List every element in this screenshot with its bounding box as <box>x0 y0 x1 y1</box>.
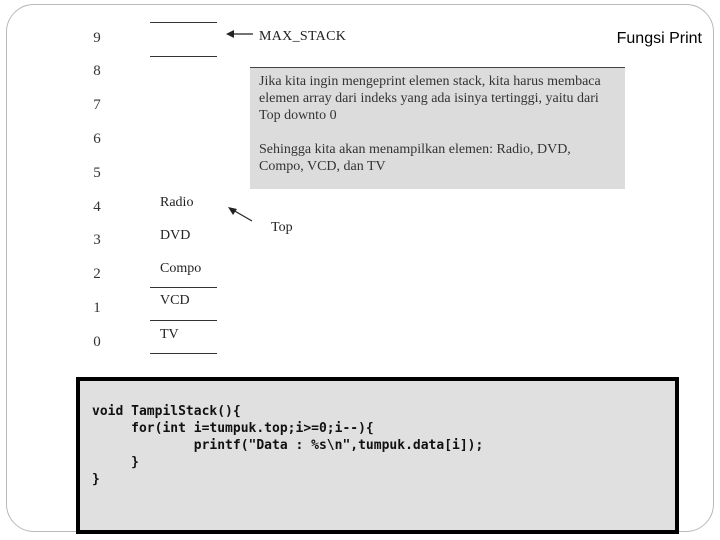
code-line: } <box>92 472 100 487</box>
slide-title: Fungsi Print <box>616 30 702 47</box>
code-line: void TampilStack(){ <box>92 404 241 419</box>
stack-index: 5 <box>93 165 101 181</box>
stack-index: 2 <box>93 266 101 282</box>
stack-element: DVD <box>160 228 191 243</box>
code-block <box>76 377 679 534</box>
max-stack-arrow-icon <box>226 28 254 40</box>
info-paragraph: Jika kita ingin mengeprint elemen stack, kita harus membaca elemen array dari indeks yang ada isinya tertinggi, yaitu dari Top downto 0 <box>259 74 601 123</box>
stack-index: 6 <box>93 131 101 147</box>
code-line: printf("Data : %s\n",tumpuk.data[i]); <box>92 438 484 453</box>
stack-cell-line <box>150 22 217 23</box>
code-line: } <box>92 455 139 470</box>
info-paragraph: Sehingga kita akan menampilkan elemen: Radio, DVD, Compo, VCD, dan TV <box>259 142 571 174</box>
stack-cell-line <box>150 320 217 321</box>
stack-index: 1 <box>93 300 101 316</box>
stack-index: 0 <box>93 334 101 350</box>
stack-cell-line <box>150 56 217 57</box>
stack-element: Compo <box>160 261 202 276</box>
stack-index: 3 <box>93 232 101 248</box>
max-stack-label: MAX_STACK <box>259 29 347 44</box>
stack-element: TV <box>160 327 179 342</box>
stack-cell-line <box>150 287 217 288</box>
code-line: for(int i=tumpuk.top;i>=0;i--){ <box>92 421 374 436</box>
top-label: Top <box>271 220 293 235</box>
stack-index: 9 <box>93 30 101 46</box>
stack-index: 7 <box>93 97 101 113</box>
stack-element: Radio <box>160 195 194 210</box>
stack-index: 8 <box>93 63 101 79</box>
stack-element: VCD <box>160 293 190 308</box>
top-arrow-icon <box>228 207 254 223</box>
info-box <box>250 67 625 189</box>
stack-index: 4 <box>93 199 101 215</box>
stack-cell-line <box>150 353 217 354</box>
